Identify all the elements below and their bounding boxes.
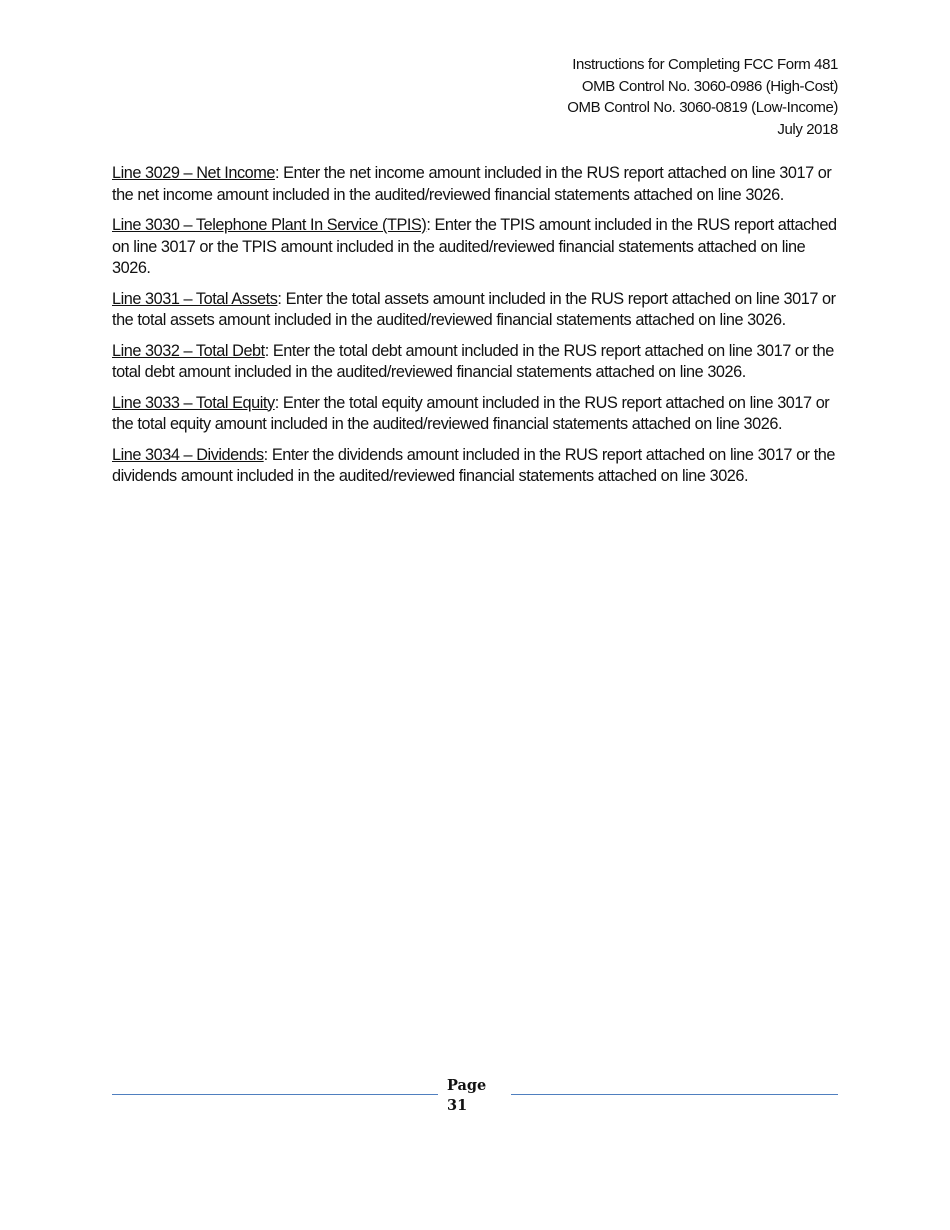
page-footer xyxy=(112,1074,838,1118)
page-label: Page xyxy=(447,1077,487,1094)
line-description: : Enter the TPIS amount included in the RUS report attached on line 3017 or the TPIS amount included in the audited/reviewed financial statements attached on line 3026. xyxy=(112,216,837,277)
footer-rule-left xyxy=(112,1094,438,1095)
instruction-line-3030 xyxy=(112,215,840,280)
line-description: : Enter the total equity amount included in the RUS report attached on line 3017 or the total equity amount included in the audited/reviewed financial statements attached on line 3026. xyxy=(112,393,830,433)
instructions-body xyxy=(112,163,840,497)
instruction-line-3034 xyxy=(112,445,840,488)
header-omb-low-income: OMB Control No. 3060-0819 (Low-Income) xyxy=(567,99,838,116)
line-term: Line 3032 – Total Debt xyxy=(112,341,265,360)
instruction-line-3032 xyxy=(112,341,840,384)
instruction-line-3033 xyxy=(112,393,840,436)
line-term: Line 3029 – Net Income xyxy=(112,164,275,182)
footer-rule-right xyxy=(511,1094,838,1095)
header-date: July 2018 xyxy=(777,120,838,138)
line-term: Line 3033 – Total Equity xyxy=(112,393,275,412)
header-omb-high-cost: OMB Control No. 3060-0986 (High-Cost) xyxy=(581,77,838,95)
instruction-line-3029 xyxy=(112,163,840,206)
line-term: Line 3034 – Dividends xyxy=(112,445,264,464)
line-description: : Enter the total debt amount included in the RUS report attached on line 3017 or the total debt amount included in the audited/reviewed financial statements attached on line 3026. xyxy=(112,341,834,381)
line-description: : Enter the dividends amount included in the RUS report attached on line 3017 or the dividends amount included in the audited/reviewed financial statements attached on line 3026. xyxy=(112,445,835,485)
instruction-line-3031 xyxy=(112,289,840,332)
line-term: Line 3031 – Total Assets xyxy=(112,289,278,308)
page-number-value: 31 xyxy=(447,1097,468,1114)
line-description: : Enter the total assets amount included in the RUS report attached on line 3017 or the total assets amount included in the audited/reviewed financial statements attached on line 3026. xyxy=(112,289,836,329)
line-description: : Enter the net income amount included in the RUS report attached on line 3017 or the net income amount included in the audited/reviewed financial statements attached on line 3026. xyxy=(112,164,832,204)
page-number xyxy=(447,1076,486,1116)
document-header xyxy=(567,54,838,140)
line-term: Line 3030 – Telephone Plant In Service (TPIS) xyxy=(112,216,427,234)
header-title: Instructions for Completing FCC Form 481 xyxy=(572,56,838,73)
